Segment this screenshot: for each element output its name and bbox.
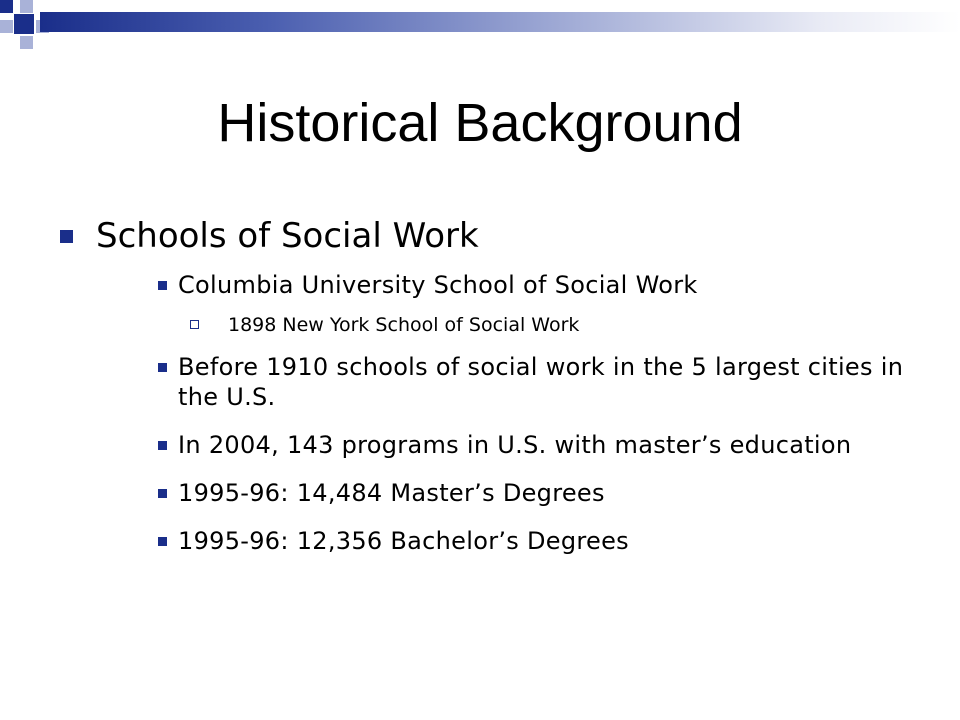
list-item [158, 478, 920, 508]
list-item-text: 1995-96: 14,484 Master’s Degrees [178, 479, 605, 507]
square-bullet-icon [158, 441, 167, 450]
square-bullet-icon [158, 363, 167, 372]
square-bullet-icon [60, 230, 73, 243]
square-bullet-icon [158, 537, 167, 546]
list-item [158, 430, 920, 460]
main-bullet [60, 208, 920, 264]
list-item-text: Columbia University School of Social Work [178, 271, 698, 299]
decor-square [20, 36, 33, 49]
slide-content [60, 208, 920, 574]
list-item-text: In 2004, 143 programs in U.S. with master’s education [178, 431, 852, 459]
decor-square [0, 0, 13, 13]
list-item [158, 270, 920, 300]
hollow-square-bullet-icon [190, 320, 199, 329]
list-item-text: 1995-96: 12,356 Bachelor’s Degrees [178, 527, 629, 555]
decor-square [20, 0, 33, 13]
list-item-text: Before 1910 schools of social work in the 5 largest cities in the U.S. [178, 353, 904, 411]
list-item [158, 352, 920, 412]
header-gradient-bar [40, 12, 960, 32]
sub-list-item-text: 1898 New York School of Social Work [228, 314, 580, 336]
main-bullet-text: Schools of Social Work [96, 216, 479, 256]
square-bullet-icon [158, 281, 167, 290]
list-item [158, 526, 920, 556]
slide-title: Historical Background [217, 93, 743, 153]
square-bullet-icon [158, 489, 167, 498]
decor-square [0, 20, 13, 33]
decor-square [14, 14, 34, 34]
sub-list-item [190, 312, 920, 338]
